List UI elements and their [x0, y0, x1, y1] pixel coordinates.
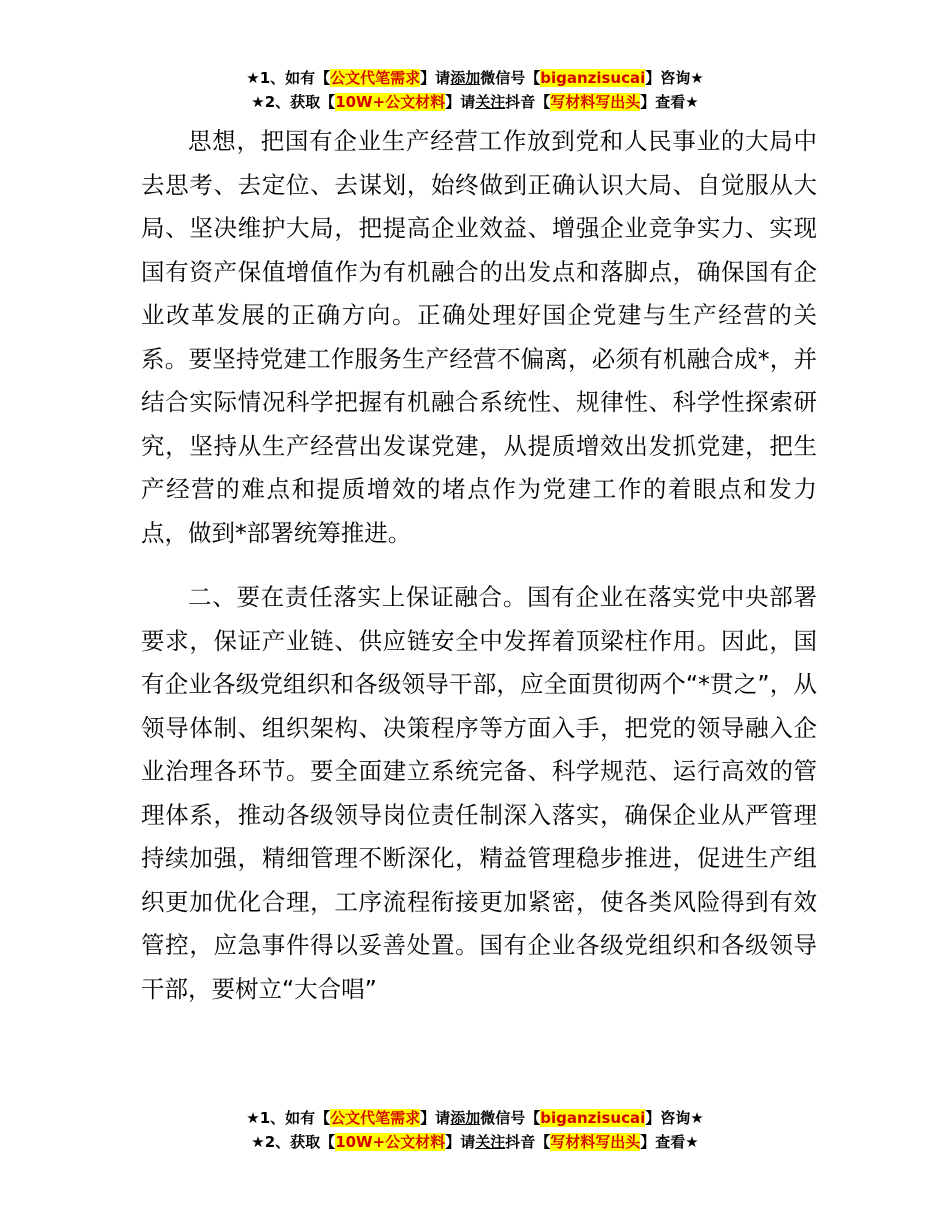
footer-line-2-suffix: 】查看★	[640, 1133, 699, 1151]
body-paragraph-2: 二、要在责任落实上保证融合。国有企业在落实党中央部署要求，保证产业链、供应链安全中发挥着顶梁柱作用。因此，国有企业各级党组织和各级领导干部，应全面贯彻两个“*贯之”，从领导体制、组织架构、决策程序等方面入手，把党的领导融入企业治理各环节。要全面建立系统完备、科学规范、运行高效的管理体系，推动各级领导岗位责任制深入落实，确保企业从严管理持续加强，精细管理不断深化，精益管理稳步推进，促进生产组织更加优化合理，工序流程衔接更加紧密，使各类风险得到有效管控，应急事件得以妥善处置。国有企业各级党组织和各级领导干部，要树立“大合唱”	[141, 583, 817, 1003]
footer-line-2-mid1: 】请	[445, 1133, 476, 1151]
footer-line-1-mid1: 】请	[420, 1109, 451, 1127]
header-line-1-prefix: 1、如有【	[259, 69, 331, 87]
header-line-2-underline: 关注	[475, 93, 506, 111]
footer-line-2	[0, 1130, 950, 1154]
header-line-2-prefix: 2、获取【	[264, 93, 336, 111]
star-icon: ★	[246, 1109, 260, 1127]
header-line-1-suffix: 】咨询★	[645, 69, 704, 87]
header-line-2-highlight-douyin: 写材料写出头	[550, 93, 641, 111]
document-body	[141, 120, 817, 1011]
footer-line-1	[0, 1106, 950, 1130]
footer-line-2-highlight-materials: 10W+公文材料	[335, 1133, 446, 1151]
body-paragraph-1: 思想，把国有企业生产经营工作放到党和人民事业的大局中去思考、去定位、去谋划，始终做到正确认识大局、自觉服从大局、坚决维护大局，把提高企业效益、增强企业竞争实力、实现国有资产保值增值作为有机融合的出发点和落脚点，确保国有企业改革发展的正确方向。正确处理好国企党建与生产经营的关系。要坚持党建工作服务生产经营不偏离，必须有机融合成*，并结合实际情况科学把握有机融合系统性、规律性、科学性探索研究，坚持从生产经营出发谋党建，从提质增效出发抓党建，把生产经营的难点和提质增效的堵点作为党建工作的着眼点和发力点，做到*部署统筹推进。	[141, 127, 817, 547]
footer-line-1-highlight-wechat: biganzisucai	[540, 1109, 646, 1127]
footer-line-2-highlight-douyin: 写材料写出头	[550, 1133, 641, 1151]
header-line-1	[0, 66, 950, 90]
header-line-1-highlight-wechat: biganzisucai	[540, 69, 646, 87]
header-line-1-underline: 添加	[450, 69, 481, 87]
star-icon: ★	[246, 69, 260, 87]
header-line-2-suffix: 】查看★	[640, 93, 699, 111]
header-line-1-mid1: 】请	[420, 69, 451, 87]
header-line-1-mid2: 微信号【	[480, 69, 541, 87]
header-line-2	[0, 90, 950, 114]
footer-line-1-mid2: 微信号【	[480, 1109, 541, 1127]
header-line-2-mid2: 抖音【	[505, 93, 551, 111]
footer-line-2-mid2: 抖音【	[505, 1133, 551, 1151]
header-line-2-highlight-materials: 10W+公文材料	[335, 93, 446, 111]
footer-banner	[0, 1106, 950, 1154]
footer-line-1-suffix: 】咨询★	[645, 1109, 704, 1127]
star-icon: ★	[251, 1133, 265, 1151]
star-icon: ★	[251, 93, 265, 111]
footer-line-1-highlight-service: 公文代笔需求	[330, 1109, 421, 1127]
footer-line-2-prefix: 2、获取【	[264, 1133, 336, 1151]
header-line-2-mid1: 】请	[445, 93, 476, 111]
footer-line-1-underline: 添加	[450, 1109, 481, 1127]
footer-line-2-underline: 关注	[475, 1133, 506, 1151]
header-banner	[0, 66, 950, 114]
header-line-1-highlight-service: 公文代笔需求	[330, 69, 421, 87]
footer-line-1-prefix: 1、如有【	[259, 1109, 331, 1127]
